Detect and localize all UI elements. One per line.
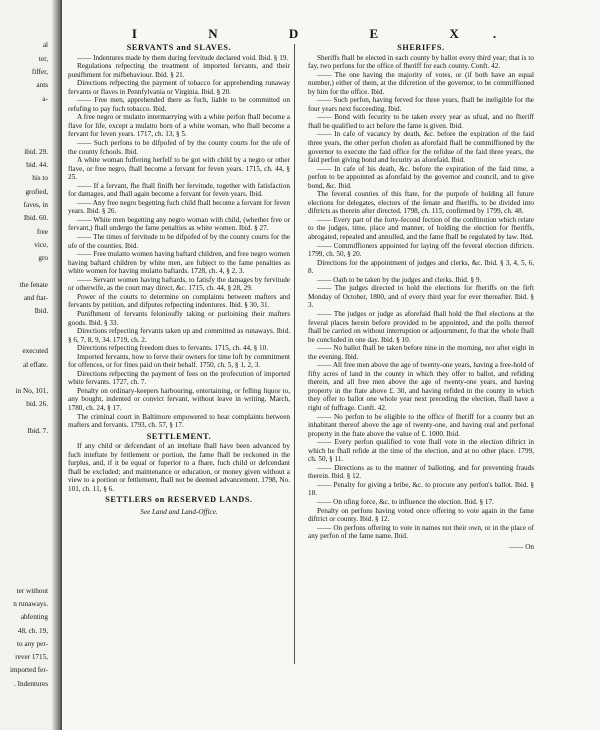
index-entry: —— The one having the majority of votes, or (if both have an equal number,) either of them, at the difcretion of the governor, to be commiffioned by him for the office. Ibid. — [308, 70, 534, 96]
index-page — [62, 0, 600, 730]
index-entry: Penalty on ordinary-keepers harbouring, entertaining, or felling liquor to, any bought, indented or convict fervant, without leave in writing. March, 1780, ch. 24, § 17. — [68, 386, 290, 412]
index-entry: —— Free men, apprehended there as fuch, liable to be committed on refufing to pay fuch tobacco. Ibid. — [68, 96, 290, 113]
index-entry: Directions refpecting fervants taken up and committed as runaways. Ibid. § 6, 7, 8, 9, 34. 1719, ch. 2. — [68, 327, 290, 344]
previous-page-fragment: grofied, — [25, 187, 48, 196]
index-entry: —— The judges directed to hold the elections for fheriffs on the firft Monday of October, 1800, and of every third year for ever thereafter. Ibid. § 3. — [308, 284, 534, 310]
previous-page-fragment: n runaways. — [13, 599, 48, 608]
index-entry: A free negro or mulatto intermarrying with a white perfon fhall become a flave for life, except a mulatto born of a white woman, who fhall become a fervant for feven years. 1717, ch. 13, § 5. — [68, 113, 290, 139]
index-entry: —— Such perfon, having ferved for three years, fhall be ineligible for the four years next fucceeding. Ibid. — [308, 96, 534, 113]
previous-page-fragment: rever 1715, — [15, 653, 48, 662]
index-entry: —— White men begetting any negro woman with child, (whether free or fervant,) fhall undergo the fame penalties as white women. Ibid. § 27. — [68, 215, 290, 233]
index-entry: —— Directions as to the manner of balloting, and for preventing frauds therein. Ibid. § 12. — [308, 463, 534, 481]
index-entry: The feveral counties of this ftate, for the purpofe of holding all future elections for delegates, electors of the fenate and fheriffs, to be divided into diftricts as therein after directed. 1798, ch. 115, confirmed by 1799, ch. 48. — [308, 190, 534, 216]
previous-page-fragment: Ibid. 7. — [27, 427, 48, 435]
previous-page-fragment: abfenting — [20, 613, 48, 622]
previous-page-fragment: gro — [38, 254, 48, 263]
index-entry: Power of the courts to determine on complaints between mafters and fervants by petition, and difputes refpecting indentures. Ibid. § 30, 31. — [68, 292, 290, 310]
previous-page-fragment: to any per- — [17, 639, 48, 648]
index-entry: —— On ufing force, &c. to influence the election. Ibid. § 17. — [317, 497, 494, 506]
previous-page-fragment: bid. 26. — [26, 400, 48, 409]
index-entry: —— Every part of the forty-fecond fection of the conftitution which relate to the judges, time, place and manner, of holding the election for fheriffs, abrogated, repealed and annulled, and the fame fhall be regulated by law. Ibid. — [308, 215, 534, 242]
section-title-servants: SERVANTS and SLAVES. — [126, 43, 232, 52]
previous-page-fragment: free — [36, 227, 48, 236]
column-divider — [294, 44, 295, 664]
section-title-settlement: SETTLEMENT. — [146, 431, 212, 441]
left-column — [68, 44, 290, 517]
index-entry: —— Such perfons to be difpofed of by the county courts for the ufe of the county fchools. Ibid. — [68, 139, 290, 156]
previous-page-fragment: 48, ch. 19, — [17, 626, 48, 635]
previous-page-fragment: ter, — [38, 54, 48, 63]
section-title-settlers: SETTLERS on RESERVED LANDS. — [105, 495, 253, 505]
cross-reference: See Land and Land-Office. — [140, 507, 218, 516]
continuation-catchword: —— On — [509, 542, 534, 551]
previous-page-fragment: . Indentures — [14, 679, 48, 688]
index-entry: —— Servant women having baftards, to fatisfy the damages by fervitude or otherwife, as the court may direct, &c. 1715, ch. 44, § 28, 29. — [68, 275, 290, 293]
index-entry: —— Indentures made by them during fervitude declared void. Ibid. § 19. — [77, 53, 289, 62]
index-entry: —— No perfon to be eligible to the office of fheriff for a county but an inhabitant thereof above the age of twenty-one, and having real and perfonal property in the ftate above the value of £. 1000. Ibid. — [308, 412, 534, 438]
previous-page-fragment: ibid. 29. — [24, 147, 48, 156]
index-entry: —— Free mulatto women having baftard children, and free negro women having baftard children by white men, are fubject to the fame penalties as white women for having mulatto baftards. 1728, ch. 4, § 2, 3. — [68, 250, 290, 276]
index-entry: Directions refpecting the payment of fees on the profecution of imported white fervants. 1727, ch. 7. — [68, 369, 290, 387]
index-entry: —— If a fervant, fhe fhall finifh her fervitude, together with fatisfaction for damages, and fhall again become a fervant for feven years. Ibid. — [68, 181, 290, 199]
previous-page-fragment: ants — [36, 81, 48, 90]
previous-page-fragment: his to — [32, 174, 48, 183]
index-entry: Imported fervants, how to ferve their owners for time loft by commitment for offences, or for fines paid on their behalf. 1750, ch. 5, § 1, 2, 3. — [68, 352, 290, 370]
previous-page-fragment: faves, in — [23, 200, 48, 209]
page-header: I N D E X. — [131, 26, 531, 41]
index-entry: Penalty on perfons having voted once offering to vote again in the fame diftrict or county. Ibid. § 12. — [308, 506, 534, 524]
previous-page-fragment: Ibid. 60. — [23, 214, 48, 223]
index-entry: The criminal court in Baltimore empowered to hear complaints between mafters and fervants. 1793, ch. 57, § 17. — [68, 412, 290, 430]
index-entry: —— All free men above the age of twenty-one years, having a free-hold of fifty acres of land in the county in which they offer to ballot, and refiding therein, and all free men above the age of twenty-one years, and having property in the ftate above £. 30, and having refided in the county in which they offer to ballot one whole year next preceding the election, fhall have a right of fuffrage. Conft. 42. — [308, 361, 534, 412]
index-entry: Sheriffs fhall be elected in each county by ballot every third year; that is to fay, two perfons for the office of fheriff for each county. Conft. 42. — [308, 53, 534, 71]
index-entry: Directions refpecting freedom dues to fervants. 1715, ch. 44, § 10. — [77, 344, 269, 353]
previous-page-strip — [0, 0, 58, 730]
index-entry: Directions for the appointment of judges and clerks, &c. Ibid. § 3, 4, 5, 6, 8. — [308, 258, 534, 276]
index-entry: —— In cafe of his death, &c. before the expiration of the faid time, a perfon to be appointed as aforefaid by the governor and council, and to give bond, &c. Ibid. — [308, 164, 534, 190]
previous-page-fragment: executed — [22, 347, 48, 356]
servants-entries — [68, 54, 290, 430]
previous-page-fragment: vice, — [34, 240, 48, 249]
index-entry: —— The judges or judge as aforefaid fhall hold the fhel elections at the feveral places herein before provided to be appointed, and the polls thereof fhall be carried on without interruption or adjournment, fo that the whole fhall be concluded in one day. Ibid. § 10. — [308, 309, 534, 344]
settlement-entries — [68, 442, 290, 493]
index-entry: —— The times of fervitude to be difpofed of by the county courts for the ufe of the counties. Ibid. — [68, 233, 290, 250]
previous-page-fragment: a- — [42, 94, 48, 103]
index-entry: If any child or defcendant of an inteftate fhall have been advanced by fuch inteftate by fettlement or portion, the fame fhall be reckoned in the furplus, and, if it be equal or fuperior to a fhare, fuch child or defcendant fhall be excluded; and maintenance or education, or money given without a view to a portion or fettlement, fhall not be deemed advancement. 1798, No. 101, ch. 11, § 6. — [68, 442, 290, 493]
previous-page-fragment: al — [42, 41, 48, 50]
previous-page-fragment: fiffer, — [31, 67, 48, 76]
sheriffs-entries — [308, 54, 534, 541]
index-entry: Directions refpecting the payment of tobacco for apprehending runaway fervants or flaves in Pennfylvania or Virginia. Ibid. § 20. — [68, 79, 290, 96]
previous-page-fragment: Ibid. — [34, 307, 48, 316]
previous-page-fragment: ter without — [16, 586, 48, 595]
index-entry: —— Bond with fecurity to be taken every year as ufual, and no fheriff fhall be qualified to act before the fame is given. Ibid. — [308, 113, 534, 130]
previous-page-fragment: the fenate — [19, 280, 48, 289]
previous-page-fragment: al effate. — [22, 360, 48, 369]
previous-page-fragment: bid. 44. — [26, 161, 48, 169]
index-entry: —— Any free negro begetting fuch child fhall become a fervant for feven years. Ibid. § 26. — [68, 198, 290, 216]
index-entry: Punifhment of fervants felonioufly taking or purloining their mafters goods. Ibid. § 33. — [68, 309, 290, 327]
previous-page-fragment: and ftat- — [23, 294, 48, 302]
index-entry: —— Commiffioners appointed for laying off the feveral election diftricts. 1799, ch. 50, § 20. — [308, 241, 534, 259]
previous-page-fragment: imported fer- — [10, 666, 48, 675]
index-entry: —— Every perfon qualified to vote fhall vote in the election diftrict in which he fhall refide at the time of the election, and at no other place. 1799, ch. 50, § 11. — [308, 438, 534, 464]
index-entry: A white woman fuffering herfelf to be got with child by a negro or other flave, or free negro, fhall become a fervant for feven years. 1715, ch. 44, § 25. — [68, 156, 290, 182]
previous-page-fragment: in No, 101, — [15, 387, 48, 396]
index-entry: —— Oath to be taken by the judges and clerks. Ibid. § 9. — [317, 275, 482, 284]
index-entry: —— Penalty for giving a bribe, &c. to procure any perfon's ballot. Ibid. § 18. — [308, 480, 534, 498]
index-entry: —— In cafe of vacancy by death, &c. before the expiration of the faid three years, the other perfon chofen as aforefaid fhall be commiffioned by the governor to execute the faid office for the refidue of the faid three years, the faid perfon giving bond and fecurity as aforefaid. Ibid. — [308, 130, 534, 165]
section-title-sheriffs: SHERIFFS. — [397, 43, 445, 52]
index-entry: —— No ballot fhall be taken before nine in the morning, nor after eight in the evening. Ibid. — [308, 344, 534, 361]
index-entry: Regulations refpecting the treatment of imported fervants, and their punifhment for mifbehaviour. Ibid. § 21. — [68, 62, 290, 79]
index-entry: —— On perfons offering to vote in names not their own, or in the place of any perfon of the fame name. Ibid. — [308, 523, 534, 541]
right-column — [308, 44, 534, 551]
